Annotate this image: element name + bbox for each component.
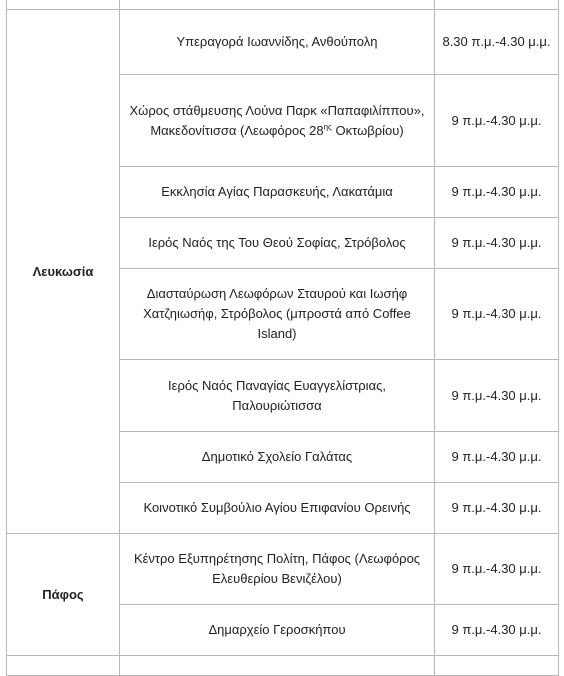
district-cell: Λευκωσία [7,10,120,534]
hours-cell: 9 π.μ.-4.30 μ.μ. [435,269,559,360]
hours-cell: 9 π.μ.-4.30 μ.μ. [435,218,559,269]
location-cell: Ιερός Ναός της Του Θεού Σοφίας, Στρόβολος [120,218,435,269]
ordinal-suffix: ης [323,122,332,132]
hours-cell: 9 π.μ.-4.30 μ.μ. [435,360,559,432]
hours-cell: 9 π.μ.-4.30 μ.μ. [435,605,559,656]
location-text: Χώρος στάθμευσης Λούνα Παρκ «Παπαφιλίππου», Μακεδονίτισσα (Λεωφόρος 28 [129,102,425,138]
hours-cell: 9 π.μ.-4.30 μ.μ. [435,75,559,167]
table-row [7,534,559,605]
location-cell: Δημοτικό Σχολείο Γαλάτας [120,432,435,483]
location-cell: Εκκλησία Αγίας Παρασκευής, Λακατάμια [120,167,435,218]
vaccination-schedule-table [6,0,559,676]
table-row-bottom-edge [7,656,559,676]
hours-cell: 8.30 π.μ.-4.30 μ.μ. [435,10,559,75]
table-row-top-edge [7,0,559,10]
location-cell: Κοινοτικό Συμβούλιο Αγίου Επιφανίου Ορεινής [120,483,435,534]
location-cell: Ιερός Ναός Παναγίας Ευαγγελίστριας, Παλουριώτισσα [120,360,435,432]
hours-cell: 9 π.μ.-4.30 μ.μ. [435,483,559,534]
hours-cell: 9 π.μ.-4.30 μ.μ. [435,432,559,483]
table-cell-empty [120,0,435,10]
table-cell-empty [435,0,559,10]
hours-cell: 9 π.μ.-4.30 μ.μ. [435,167,559,218]
location-cell: Υπεραγορά Ιωαννίδης, Ανθούπολη [120,10,435,75]
table-cell-empty [435,656,559,676]
location-text-end: Οκτωβρίου) [331,122,404,138]
table-row [7,10,559,75]
hours-cell: 9 π.μ.-4.30 μ.μ. [435,534,559,605]
table-cell-empty [7,656,120,676]
location-cell: Κέντρο Εξυπηρέτησης Πολίτη, Πάφος (Λεωφόρος Ελευθερίου Βενιζέλου) [120,534,435,605]
location-cell: Διασταύρωση Λεωφόρων Σταυρού και Ιωσήφ Χατζηιωσήφ, Στρόβολος (μπροστά από Coffee Island) [120,269,435,360]
table-cell-empty [7,0,120,10]
table-cell-empty [120,656,435,676]
district-cell: Πάφος [7,534,120,656]
location-cell [120,75,435,167]
location-cell: Δημαρχείο Γεροσκήπου [120,605,435,656]
